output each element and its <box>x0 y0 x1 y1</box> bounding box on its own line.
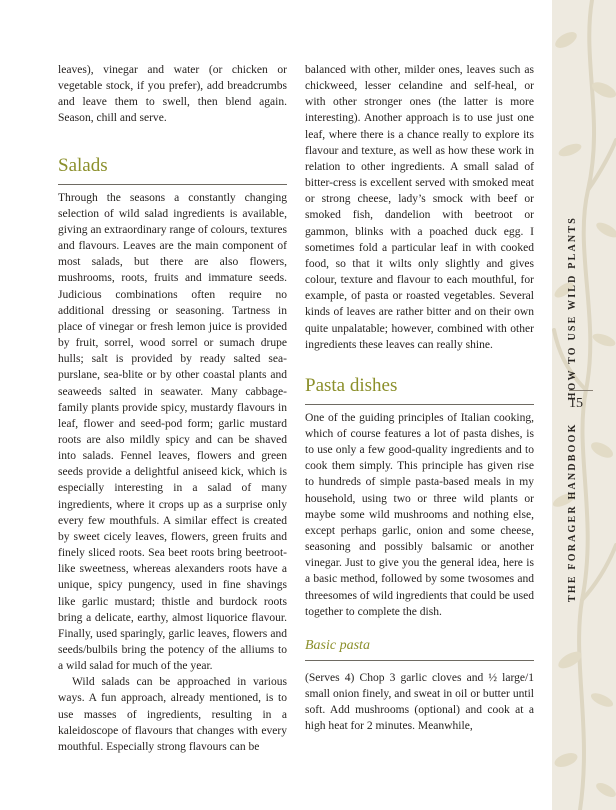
running-head-chapter-title: HOW TO USE WILD PLANTS <box>567 216 578 401</box>
page-number: 15 <box>569 396 583 411</box>
pasta-paragraph-1: One of the guiding principles of Italian cooking, which of course features a lot of pasta dishes, is to use only a few good-quality ingredients and to cook them simply. This principle has given rise to hundreds of simple pasta-based meals in my household, using two or three wild plants or maybe some wild mushrooms and nothing else, except perhaps garlic, onion and some cheese, seasoning and possibly balsamic or another vinegar. Just to give you the general idea, here is a basic method, followed by some twosomes and threesomes of wild ingredients that could be used together to complete the dish. <box>305 411 534 618</box>
opening-paragraph: leaves), vinegar and water (or chicken or vegetable stock, if you prefer), add breadcrumbs and leave them to swell, then blend again. Season, chill and serve. <box>58 64 287 125</box>
pasta-dishes-heading: Pasta dishes <box>305 375 534 405</box>
salads-paragraph-2-continued: balanced with other, milder ones, leaves such as chickweed, lesser celandine and self-heal, or with other stronger ones (the latter is more interesting). Another approach is to use just one leaf, where there is a chance really to explore its flavour and texture, as well as how these work in relation to other ingredients. A small salad of bitter-cress is excellent served with smoked meat or strong cheese, lady’s smock with beef or smoked fish, dandelion with beetroot or gammon, blinks with a poached duck egg. I sometimes fold a particular leaf in with cooked food, so that it wilts only slightly and gives colour, texture and flavour to each mouthful, for example, of pasta or roasted vegetables. Several kinds of leaves are rather bitter and on their own quite unpalatable; however, combined with other ingredients these leaves can really shine. <box>305 64 534 351</box>
salads-heading: Salads <box>58 155 287 185</box>
salads-paragraph-1: Through the seasons a constantly changing selection of wild salad ingredients is available, giving an extraordinary range of colours, textures and flavours. Leaves are the main component of most salads, but there are also flowers, mushrooms, roots, fruits and immature seeds. Judicious combinations often require no additional dressing or seasoning. Tartness in place of vinegar or fresh lemon juice is provided by fruit, sorrel, wood sorrel or sumach drupe hulls; salt is provided by ready salted sea-purslane, sea-blite or by other coastal plants and seaweeds salted in seawater. Many cabbage-family plants provide spicy, mustardy flavours in leaf, flower and seed-pod form; garlic mustard roots are also mildly spicy and can be shaved into salads. Fennel leaves, flowers and green seeds provide a delightful aniseed kick, which is especially interesting in a salad of many ingredients, where it crops up as a surprise only every few mouthfuls. A similar effect is created by sweet cicely leaves, flowers, green fruits and finely sliced roots. Sea beet roots bring beetroot-like sweetness, whereas alexanders roots have a unique, spicy pungency, used in fine shavings like garlic mustard; thistle and burdock roots bring a delicate, earthy, almost liquorice flavour. Finally, used sparingly, garlic leaves, flowers and seeds/bulbils bring the potency of the alliums to a wild salad for much of the year. <box>58 191 287 673</box>
basic-pasta-paragraph: (Serves 4) Chop 3 garlic cloves and ½ large/1 small onion finely, and sweat in oil or butter until soft. Add mushrooms (optional) and cook at a high heat for 2 minutes. Meanwhile, <box>305 671 534 733</box>
running-head-book-title: THE FORAGER HANDBOOK <box>567 422 578 602</box>
salads-paragraph-2: Wild salads can be approached in various ways. A fun approach, already mentioned, is to use masses of ingredients, resulting in a kaleidoscope of flavours that changes with every mouthful. Especially strong flavours can be <box>58 676 287 753</box>
right-column <box>305 62 534 734</box>
basic-pasta-heading: Basic pasta <box>305 637 534 661</box>
left-column <box>58 62 287 755</box>
